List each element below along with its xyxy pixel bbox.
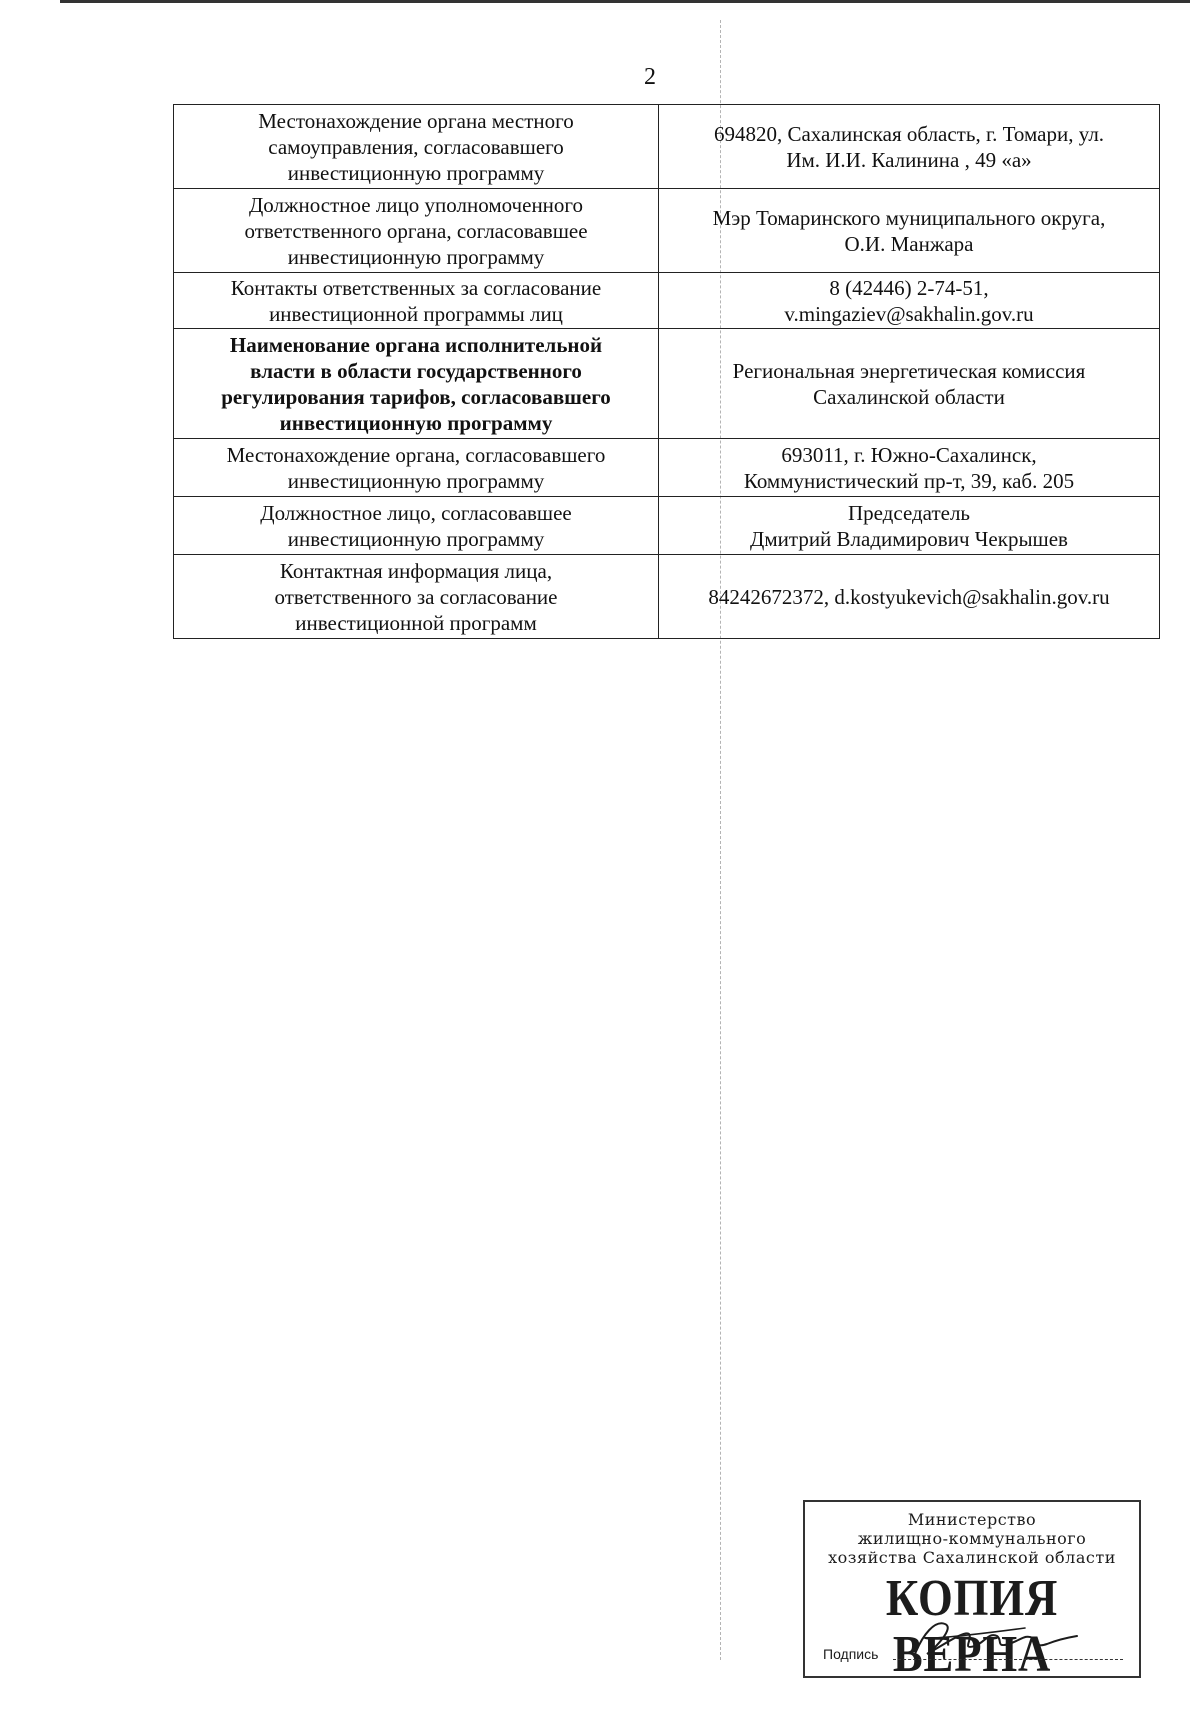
row-label-line: ответственного органа, согласовавшее	[244, 218, 588, 243]
stamp-signature-label: Подпись	[823, 1646, 879, 1662]
row-value-line: 694820, Сахалинская область, г. Томари, ул.	[713, 121, 1105, 146]
stamp-title: КОПИЯ ВЕРНА	[885, 1570, 1059, 1683]
row-label-line: Местонахождение органа, согласовавшего	[226, 442, 606, 467]
row-value-line: О.И. Манжара	[844, 231, 974, 256]
row-value	[659, 439, 1160, 497]
row-value-line: Им. И.И. Калинина , 49 «а»	[786, 147, 1032, 172]
stamp-org-line: жилищно-коммунального	[857, 1529, 1087, 1548]
certified-copy-stamp	[803, 1500, 1141, 1683]
row-value	[659, 555, 1160, 639]
row-label-line: Контактная информация лица,	[279, 558, 553, 583]
row-value	[659, 329, 1160, 439]
table-row	[174, 273, 1160, 329]
handwritten-signature	[905, 1614, 1085, 1662]
table-row	[174, 105, 1160, 189]
table-row	[174, 329, 1160, 439]
row-value-line: 8 (42446) 2-74-51,	[829, 275, 989, 300]
row-label-line: Контакты ответственных за согласование	[230, 275, 602, 300]
row-label-line: Наименование органа исполнительной	[229, 332, 603, 357]
table-row	[174, 497, 1160, 555]
row-label-line: Местонахождение органа местного	[258, 108, 574, 133]
row-value-line: Председатель	[847, 500, 971, 525]
row-label	[174, 497, 659, 555]
row-label	[174, 439, 659, 497]
row-value-line: 84242672372, d.kostyukevich@sakhalin.gov.ru	[708, 584, 1110, 609]
table-row	[174, 555, 1160, 639]
row-label-line: инвестиционную программу	[279, 410, 553, 435]
info-table	[173, 104, 1160, 639]
row-label	[174, 105, 659, 189]
stamp-org-line: Министерство	[907, 1510, 1037, 1529]
row-label-line: Должностное лицо уполномоченного	[248, 192, 584, 217]
row-value	[659, 497, 1160, 555]
row-label-line: инвестиционную программу	[287, 468, 545, 493]
row-label-line: самоуправления, согласовавшего	[268, 134, 564, 159]
table-row	[174, 189, 1160, 273]
row-value-line: Коммунистический пр-т, 39, каб. 205	[743, 468, 1075, 493]
row-value-line: Мэр Томаринского муниципального округа,	[712, 205, 1106, 230]
row-label-line: инвестиционную программу	[287, 244, 545, 269]
row-value-line: Дмитрий Владимирович Чекрышев	[750, 526, 1068, 551]
info-table-body	[174, 105, 1160, 639]
row-value	[659, 273, 1160, 329]
row-label-line: Должностное лицо, согласовавшее	[260, 500, 572, 525]
row-value-line: v.mingaziev@sakhalin.gov.ru	[784, 301, 1034, 326]
row-label-line: инвестиционную программу	[287, 526, 545, 551]
row-value-line: Региональная энергетическая комиссия	[732, 358, 1086, 383]
row-label-line: власти в области государственного	[250, 358, 582, 383]
stamp-organization	[805, 1510, 1139, 1567]
row-value-line: 693011, г. Южно-Сахалинск,	[781, 442, 1037, 467]
row-label-line: инвестиционной программ	[295, 610, 537, 635]
stamp-org-line: хозяйства Сахалинской области	[828, 1548, 1116, 1567]
row-label-line: инвестиционной программы лиц	[269, 301, 563, 326]
page-number: 2	[644, 64, 656, 90]
row-label	[174, 555, 659, 639]
row-value	[659, 189, 1160, 273]
scan-top-edge	[60, 0, 1190, 3]
row-label	[174, 329, 659, 439]
row-label	[174, 273, 659, 329]
table-row	[174, 439, 1160, 497]
row-label-line: регулирования тарифов, согласовавшего	[221, 384, 611, 409]
row-label	[174, 189, 659, 273]
row-value-line: Сахалинской области	[813, 384, 1005, 409]
row-label-line: инвестиционную программу	[287, 160, 545, 185]
row-label-line: ответственного за согласование	[274, 584, 558, 609]
row-value	[659, 105, 1160, 189]
